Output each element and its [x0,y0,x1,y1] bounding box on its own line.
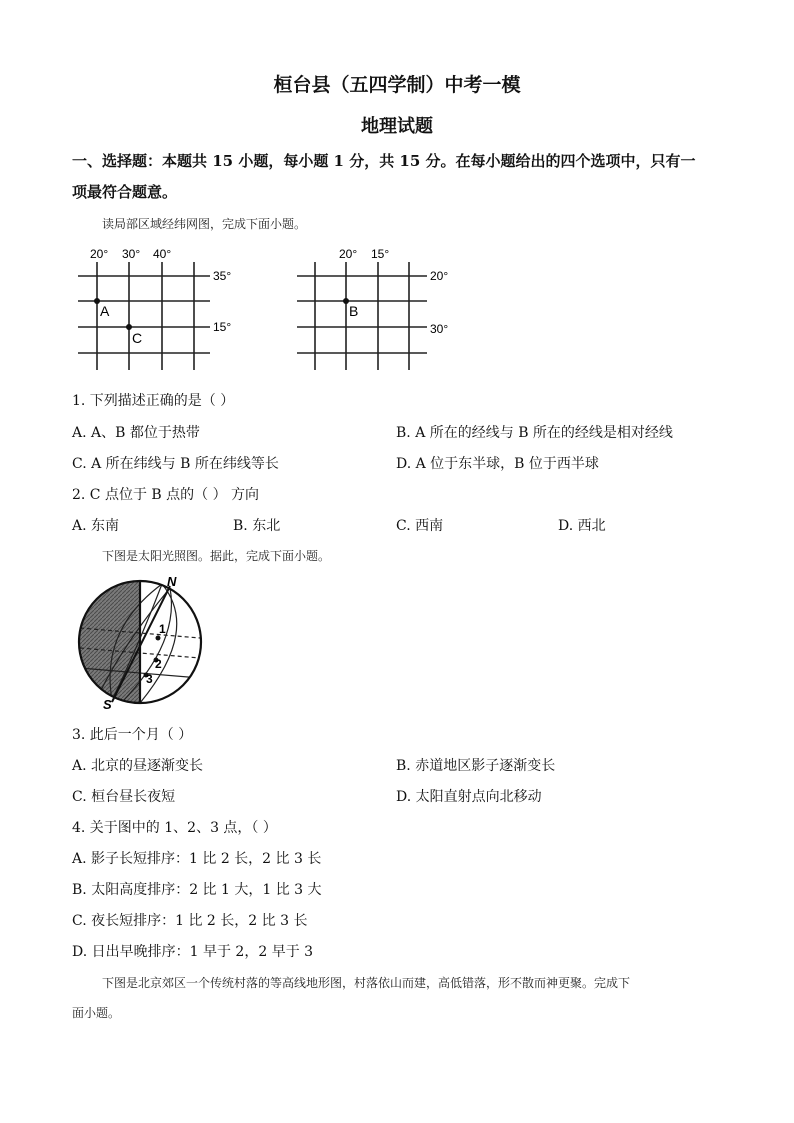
globe-label-n: N [167,574,177,589]
grid-left-label-35: 35° [213,269,232,283]
q1-option-d[interactable]: D. A 位于东半球，B 位于西半球 [396,456,599,472]
lat-long-grid-right [285,240,460,375]
q2-stem: 2. C 点位于 B 点的（ ） 方向 [72,487,260,503]
q2-option-d[interactable]: D. 西北 [558,518,606,534]
q3-option-d[interactable]: D. 太阳直射点向北移动 [396,789,542,805]
q2-option-a[interactable]: A. 东南 [72,518,120,534]
point-a-label: A [100,303,110,319]
globe-point-3: 3 [146,672,153,686]
grid-right-label-20-lat: 20° [430,269,449,283]
section-heading-line1: 一、选择题：本题共 15 小题，每小题 1 分，共 15 分。在每小题给出的四个选项中，只有一 [72,152,696,170]
q1-option-c[interactable]: C. A 所在纬线与 B 所在纬线等长 [72,456,279,472]
intro-text-sunlight: 下图是太阳光照图。据此，完成下面小题。 [102,549,331,563]
q4-option-d[interactable]: D. 日出早晚排序：1 早于 2，2 早于 3 [72,944,314,960]
intro-text-grid: 读局部区域经纬网图，完成下面小题。 [102,217,307,231]
q4-stem: 4. 关于图中的 1、2、3 点，（ ） [72,820,277,836]
q4-option-b[interactable]: B. 太阳高度排序：2 比 1 大，1 比 3 大 [72,882,322,898]
section-heading-line2: 项最符合题意。 [72,183,178,201]
q1-option-b[interactable]: B. A 所在的经线与 B 所在的经线是相对经线 [396,425,673,441]
intro-text-contour-line1: 下图是北京郊区一个传统村落的等高线地形图，村落依山而建，高低错落，形不散而神更聚。完成下 [102,976,631,990]
q1-option-a[interactable]: A. A、B 都位于热带 [72,425,200,441]
page-title: 桓台县（五四学制）中考一模 [273,74,521,96]
q3-stem: 3. 此后一个月（ ） [72,727,193,743]
globe-point-1: 1 [159,622,166,636]
point-b-label: B [349,303,359,319]
sunlight-globe-diagram [70,570,210,710]
q3-option-a[interactable]: A. 北京的昼逐渐变长 [72,758,204,774]
globe-label-s: S [103,697,112,710]
grid-right-label-30-lat: 30° [430,322,449,336]
grid-left-label-30: 30° [122,247,141,261]
q4-option-c[interactable]: C. 夜长短排序：1 比 2 长，2 比 3 长 [72,913,308,929]
intro-text-contour-line2: 面小题。 [72,1006,121,1020]
grid-right-label-15: 15° [371,247,390,261]
q1-stem: 1. 下列描述正确的是（ ） [72,393,235,409]
grid-right-label-20: 20° [339,247,358,261]
globe-point-2: 2 [155,657,162,671]
q3-option-b[interactable]: B. 赤道地区影子逐渐变长 [396,758,556,774]
q2-option-c[interactable]: C. 西南 [396,518,444,534]
q3-option-c[interactable]: C. 桓台昼长夜短 [72,789,176,805]
page-subtitle: 地理试题 [361,116,433,137]
q4-option-a[interactable]: A. 影子长短排序：1 比 2 长，2 比 3 长 [72,851,322,867]
grid-left-label-40: 40° [153,247,172,261]
grid-left-label-20: 20° [90,247,109,261]
q2-option-b[interactable]: B. 东北 [233,518,281,534]
grid-left-label-15: 15° [213,320,232,334]
point-c-label: C [132,330,143,346]
lat-long-grid-left [70,240,250,375]
